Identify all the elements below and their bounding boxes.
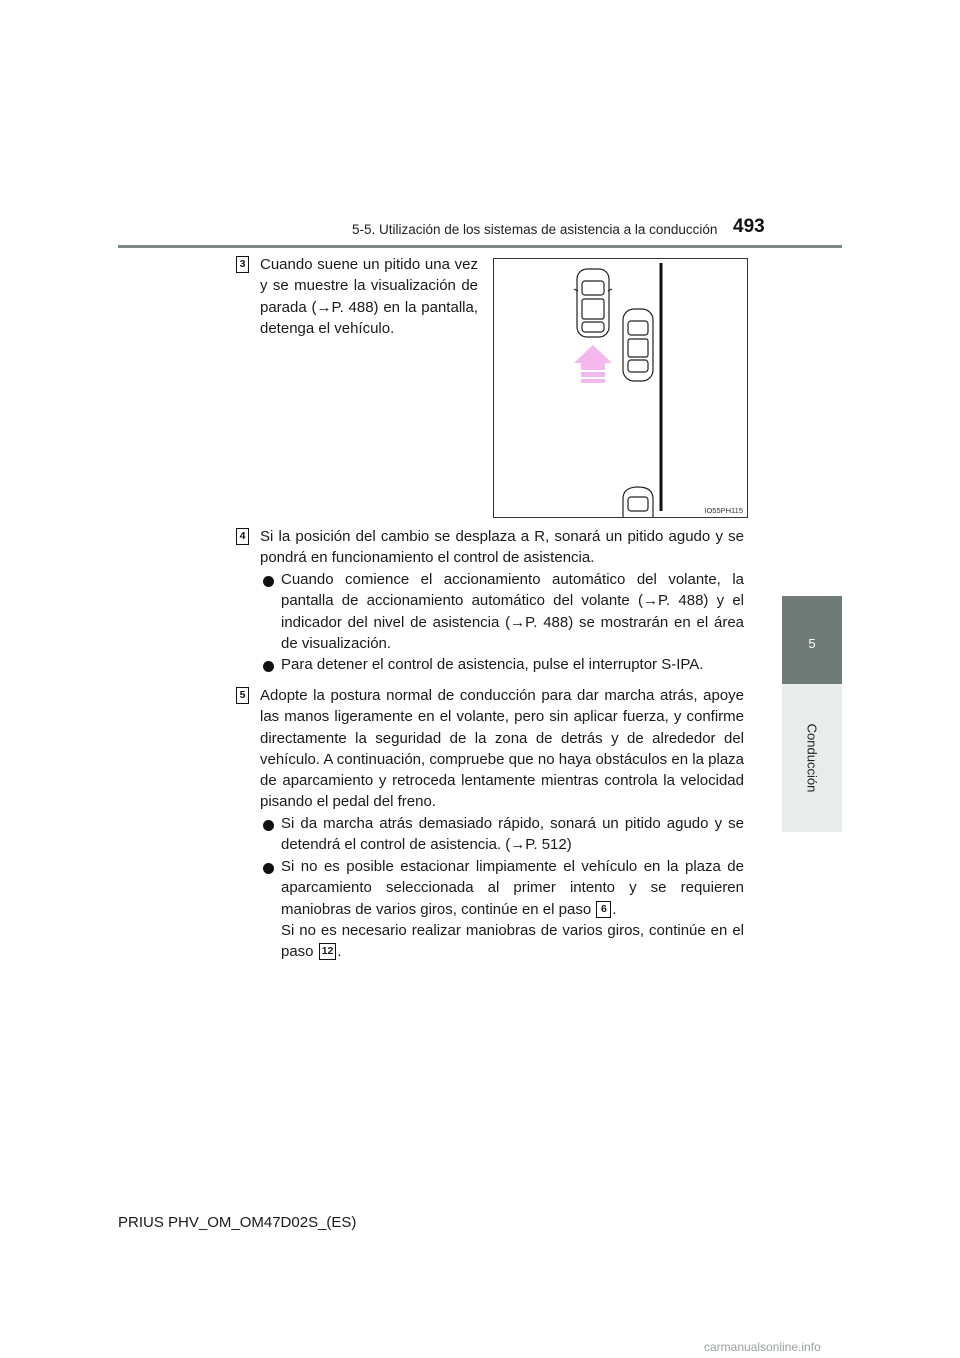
page-header-section: 5-5. Utilización de los sistemas de asistencia a la conducción: [352, 222, 718, 237]
step-4-text: Si la posición del cambio se desplaza a R, sonará un pitido agudo y se pondrá en funcionamiento el control de asistencia.: [260, 528, 744, 567]
watermark: carmanualsonline.info: [704, 1340, 821, 1354]
step-12-reference-badge[interactable]: 12: [319, 943, 337, 960]
header-rule: [118, 245, 842, 248]
step-4-bullet-1: Cuando comience el accionamiento automático del volante, la pantalla de accionamiento automático del volante (→P. 488) y el indicador del nivel de asistencia (→P. 488) se mostrarán en el área de visualización.: [281, 571, 744, 652]
rear-car-icon: [623, 487, 653, 517]
chapter-tab-number: 5: [808, 636, 816, 651]
step-5-bullet-1-dot: [263, 820, 274, 831]
chapter-tab-label: Conducción: [804, 723, 820, 793]
step-5-bullet-2-text-a: Si no es posible estacionar limpiamente el vehículo en la plaza de aparcamiento seleccionada al primer intento y se requieren maniobras de varios giros, continúe en el paso: [281, 858, 744, 918]
step-4-bullet-2-dot: [263, 661, 274, 672]
step-5-bullet-2-text-d: .: [337, 943, 342, 961]
step-5-bullet-1: Si da marcha atrás demasiado rápido, sonará un pitido agudo y se detendrá el control de asistencia. (→P. 512): [281, 815, 744, 854]
parked-car-icon: [623, 309, 653, 381]
step-3-text: Cuando suene un pitido una vez y se muestre la visualización de parada (→P. 488) en la pantalla, detenga el vehículo.: [260, 256, 478, 337]
step-5-badge: 5: [236, 687, 249, 704]
step-4-bullet-1-dot: [263, 576, 274, 587]
step-5-text: Adopte la postura normal de conducción para dar marcha atrás, apoye las manos ligeramente en el volante, pero sin aplicar fuerza, y confirme directamente la seguridad de la zona de detrás y de alrededor del vehículo. A continuación, compruebe que no haya obstáculos en la plaza de aparcamiento y retroceda lentamente mientras controla la velocidad pisando el pedal del freno.: [260, 687, 744, 811]
figure-code: IO55PH115: [704, 506, 743, 515]
step-4-bullet-2: Para detener el control de asistencia, pulse el interruptor S-IPA.: [281, 656, 704, 673]
page-number: 493: [733, 216, 765, 237]
step-5-bullet-2-text-c: Si no es necesario realizar maniobras de varios giros, continúe en el paso: [281, 921, 744, 961]
footer-document-code: PRIUS PHV_OM_OM47D02S_(ES): [118, 1214, 357, 1231]
step-4-badge: 4: [236, 528, 249, 545]
step-5-bullet-2-dot: [263, 863, 274, 874]
step-5-bullet-2: [281, 856, 744, 962]
step-6-reference-badge[interactable]: 6: [596, 901, 611, 918]
step-3-badge: 3: [236, 256, 249, 273]
step-5-bullet-2-text-b: .: [612, 900, 617, 918]
reverse-arrow-icon: [574, 345, 612, 383]
reversing-car-icon: [574, 269, 612, 337]
parking-figure: [493, 258, 748, 518]
parking-diagram: [494, 259, 747, 517]
